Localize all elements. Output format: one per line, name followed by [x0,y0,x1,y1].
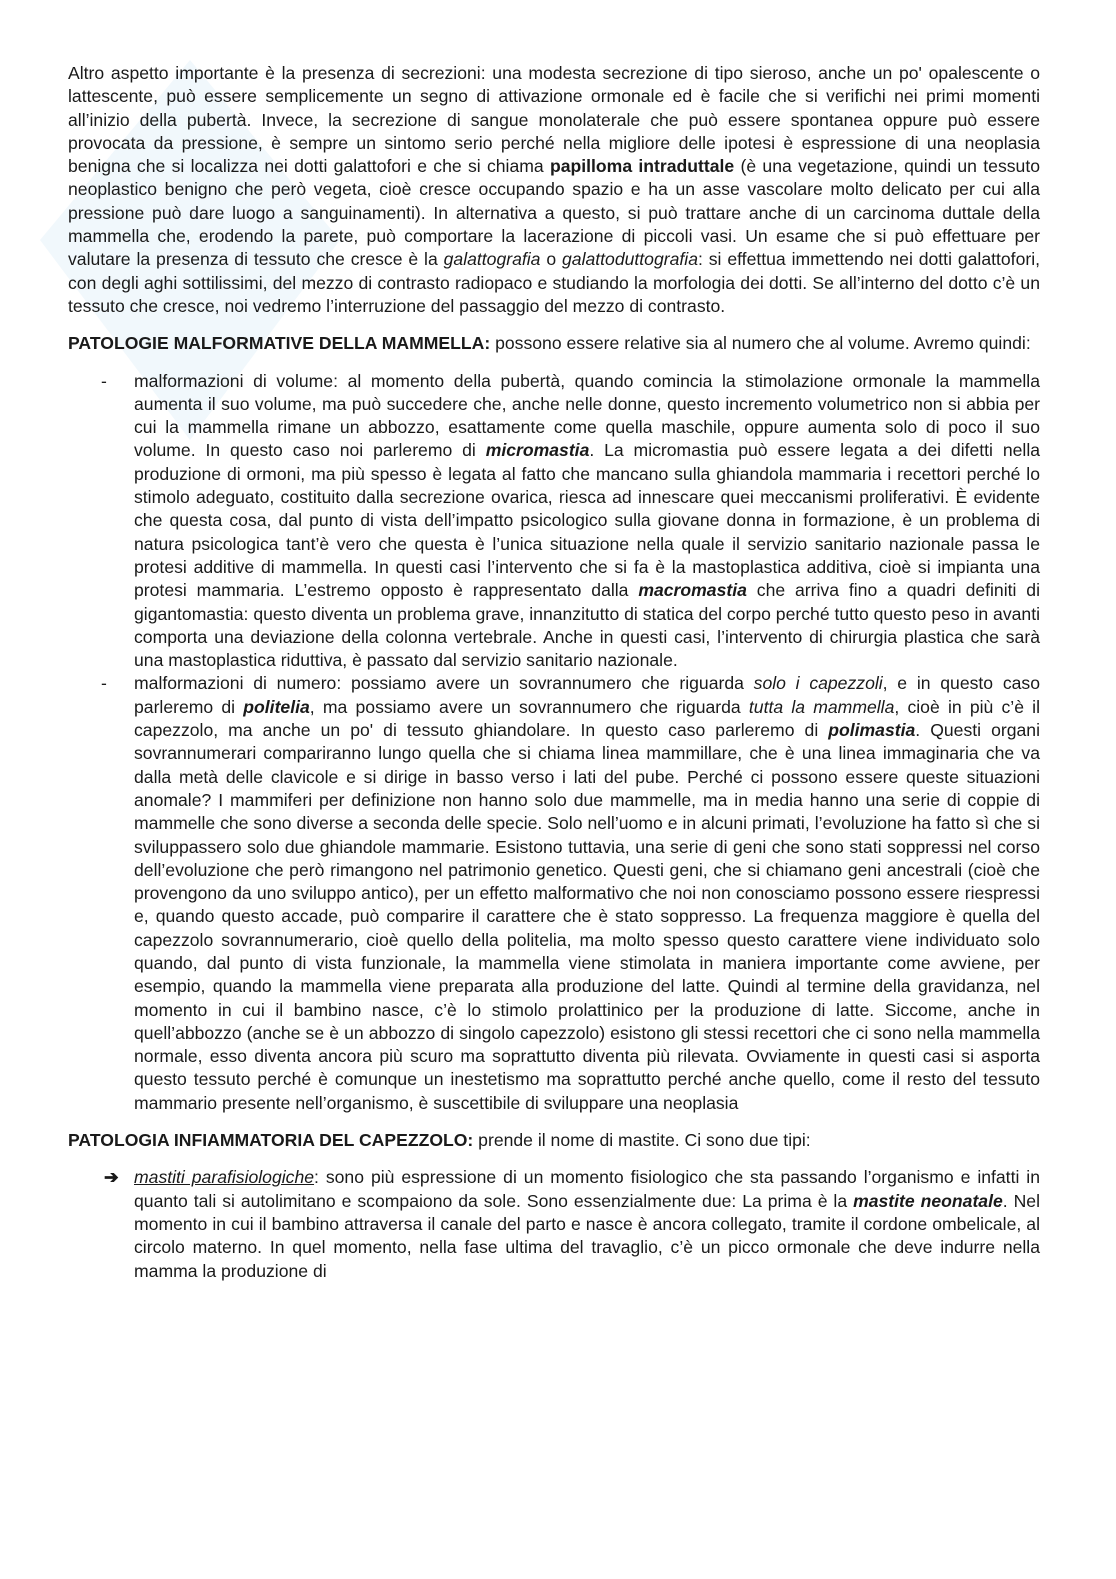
paragraph-secrezioni: Altro aspetto importante è la presenza di secrezioni: una modesta secrezione di tipo sieroso, anche un po' opalescente o lattescente, può essere semplicemente un segno di attivazione ormonale ed è facile che si verifichi nei primi momenti all’inizio della pubertà. Invece, la secrezione di sangue monolaterale che può essere spontanea oppure può essere provocata da pressione, è sempre un sintomo serio perché nella migliore delle ipotesi è espressione di una neoplasia benigna che si localizza nei dotti galattofori e che si chiama papilloma intraduttale (è una vegetazione, quindi un tessuto neoplastico benigno che però vegeta, cioè cresce occupando spazio e ha un asse vascolare molto delicato per cui alla pressione può dare luogo a sanguinamenti). In alternativa a questo, si può trattare anche di un carcinoma duttale della mammella che, erodendo la parete, può comportare la lacerazione di piccoli vasi. Un esame che si può effettuare per valutare la presenza di tessuto che cresce è la galattografia o galattoduttografia: si effettua immettendo nei dotti galattofori, con degli aghi sottilissimi, del mezzo di contrasto radiopaco e studiando la morfologia dei dotti. Se all’interno del dotto c’è un tessuto che cresce, noi vedremo l’interruzione del passaggio del mezzo di contrasto. [68,63,1041,316]
section-heading-malformative: PATOLOGIE MALFORMATIVE DELLA MAMMELLA: [68,333,491,354]
term-galattografia: galattografia [443,249,541,270]
term-macromastia: macromastia [638,580,747,601]
section-malformative-intro: PATOLOGIE MALFORMATIVE DELLA MAMMELLA: possono essere relative sia al numero che al volume. Avremo quindi: [68,333,1031,354]
document-page [68,62,1040,1283]
list-item-parafisiologiche: ➔ mastiti parafisiologiche: sono più espressione di un momento fisiologico che sta passando l’organismo e infatti in quanto tali si autolimitano e scompaiono da sole. Sono essenzialmente due: La prima è la mastite neonatale. Nel momento in cui il bambino attraversa il canale del parto e nasce è ancora collegato, tramite il cordone ombelicale, al circolo materno. In quel momento, nella fase ultima del travaglio, c’è un picco ormonale che deve indurre nella mamma la produzione di [104,1167,1040,1281]
section-infiammatoria-intro: PATOLOGIA INFIAMMATORIA DEL CAPEZZOLO: prende il nome di mastite. Ci sono due tipi: [68,1130,811,1151]
term-papilloma-intraduttale: papilloma intraduttale [549,156,735,177]
mastiti-list [68,1166,1040,1282]
term-micromastia: micromastia [485,440,590,461]
arrow-right-icon: ➔ [104,1167,119,1188]
section-heading-infiammatoria: PATOLOGIA INFIAMMATORIA DEL CAPEZZOLO: [68,1130,474,1151]
malformative-list [68,370,1040,1116]
term-galattoduttografia: galattoduttografia [562,249,698,270]
term-mastite-neonatale: mastite neonatale [853,1190,1003,1211]
term-polimastia: polimastia [828,720,916,741]
term-politelia: politelia [243,696,310,717]
bullet-dash: - [101,673,107,694]
list-item-numero: - malformazioni di numero: possiamo avere un sovrannumero che riguarda solo i capezzoli, e in questo caso parleremo di politelia, ma possiamo avere un sovrannumero che riguarda tutta la mammella, cioè in più c’è il capezzolo, ma anche un po' di tessuto ghiandolare. In questo caso parleremo di polimastia. Questi organi sovrannumerari compariranno lungo quella che si chiama linea mammillare, che è una linea immaginaria che va dalla metà delle clavicole e si dirige in basso verso i lati del pube. Perché ci possono essere queste situazioni anomale? I mammiferi per definizione non hanno solo due mammelle, ma in media hanno una serie di coppie di mammelle che sono diverse a seconda delle specie. Solo nell’uomo e in alcuni primati, l’evoluzione ha fatto sì che si sviluppassero solo due ghiandole mammarie. Esistono tuttavia, una serie di geni che sono stati soppressi nel corso dell’evoluzione che però rimangono nel patrimonio genetico. Questi geni, che si chiamano geni ancestrali (cioè che provengono da uno sviluppo antico), per un effetto malformativo che noi non conosciamo possono essere riespressi e, quando questo accade, può comparire il carattere che è stato soppresso. La frequenza maggiore è quella del capezzolo sovrannumerario, cioè quello della politelia, ma molto spesso questo carattere viene individuato solo quando, dal punto di vista funzionale, la mammella viene stimolata in maniera importante come avviene, per esempio, quando la mammella viene preparata alla produzione del latte. Quindi al termine della gravidanza, nel momento in cui il bambino nasce, c’è lo stimolo prolattinico per la produzione di latte. Siccome, anche in quell’abbozzo (anche se è un abbozzo di singolo capezzolo) esistono gli stessi recettori che ci sono nella mammella normale, esso diventa ancora più scuro ma soprattutto diventa più rilevata. Ovviamente in questi casi si asporta questo tessuto perché è comunque un inestetismo ma soprattutto perché anche quello, come il resto del tessuto mammario presente nell’organismo, è suscettibile di sviluppare una neoplasia [101,673,1041,1113]
bullet-dash: - [101,370,107,391]
list-item-volume: - malformazioni di volume: al momento della pubertà, quando comincia la stimolazione ormonale la mammella aumenta il suo volume, ma può succedere che, anche nelle donne, questo incremento volumetrico non si abbia per cui la mammella rimane un abbozzo, esattamente come quella maschile, oppure aumenta solo di poco il suo volume. In questo caso noi parleremo di micromastia. La micromastia può essere legata a dei difetti nella produzione di ormoni, ma più spesso è legata al fatto che mancano sulla ghiandola mammaria i recettori perché lo stimolo adeguato, costituito dalla secrezione ovarica, riesca ad innescare quei meccanismi proliferativi. È evidente che questa cosa, dal punto di vista dell’impatto psicologico sulla giovane donna in formazione, è un problema di natura psicologica tant’è vero che questa è l’unica situazione nella quale il servizio sanitario nazionale passa le protesi additive di mammella. In questi casi l’intervento che si fa è la mastoplastica additiva, cioè si impianta una protesi mammaria. L’estremo opposto è rappresentato dalla macromastia che arriva fino a quadri definiti di gigantomastia: questo diventa un problema grave, innanzitutto di statica del corpo perché tutto questo peso in avanti comporta una deviazione della colonna vertebrale. Anche in questi casi, l’intervento di chirurgia plastica che sarà una mastoplastica riduttiva, è passato dal servizio sanitario nazionale. [101,370,1041,671]
term-mastiti-parafisiologiche: mastiti parafisiologiche [134,1167,315,1188]
